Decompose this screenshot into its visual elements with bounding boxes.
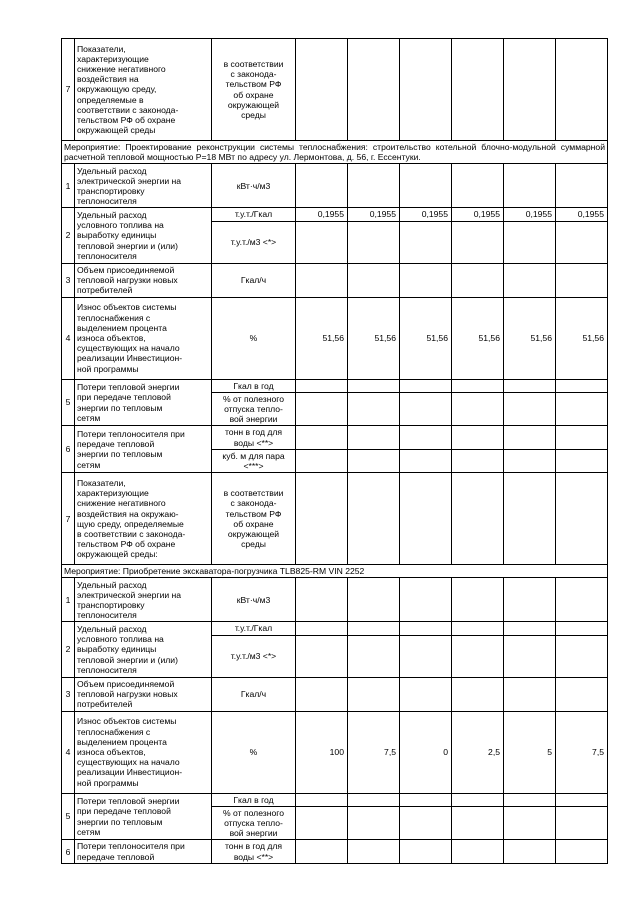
unit-cell-text: Гкал в год [233, 380, 274, 391]
row-number [62, 426, 75, 473]
value-cell [296, 635, 348, 677]
value-cell [296, 263, 348, 297]
value-cell-text: 5 [547, 747, 552, 758]
indicator-name [75, 711, 212, 793]
value-cell [400, 806, 452, 840]
indicator-name [75, 473, 212, 565]
activity-header-row [62, 565, 608, 578]
unit-cell [212, 426, 296, 449]
value-cell [400, 39, 452, 141]
table-row [62, 263, 608, 297]
value-cell [348, 297, 400, 379]
unit-cell-text: % [249, 333, 258, 343]
value-cell [400, 297, 452, 379]
unit-cell [212, 39, 296, 141]
table-row [62, 840, 608, 863]
value-cell [504, 635, 556, 677]
table-row [62, 793, 608, 806]
value-cell-text: 0 [443, 747, 448, 758]
value-cell [452, 635, 504, 677]
value-cell [348, 473, 400, 565]
unit-cell [212, 221, 296, 263]
value-cell [452, 793, 504, 806]
row-number [62, 297, 75, 379]
value-cell [504, 711, 556, 793]
indicator-name-text: Объем присоединяемой тепловой нагрузки новых потребителей [77, 678, 178, 710]
value-cell-text: 0,1955 [525, 209, 552, 220]
value-cell [556, 379, 608, 392]
unit-cell-text: тонн в год для воды <**> [224, 427, 283, 448]
value-cell [556, 793, 608, 806]
unit-cell [212, 164, 296, 208]
unit-cell [212, 840, 296, 863]
value-cell [400, 635, 452, 677]
unit-cell-text: т.у.т./Гкал [234, 623, 273, 634]
activity-title-text: Мероприятие: Приобретение экскаватора-погрузчика TLB825-RM VIN 2252 [64, 566, 365, 577]
value-cell-text: 0,1955 [473, 209, 500, 220]
value-cell [296, 806, 348, 840]
value-cell [452, 449, 504, 472]
value-cell [452, 379, 504, 392]
indicator-name [75, 578, 212, 622]
value-cell-text: 51,56 [374, 333, 396, 343]
table-row [62, 677, 608, 711]
value-cell-text: 51,56 [322, 333, 344, 343]
value-cell [556, 840, 608, 863]
table-row [62, 473, 608, 565]
value-cell [348, 677, 400, 711]
value-cell [348, 221, 400, 263]
row-number-text: 2 [65, 230, 71, 241]
value-cell [296, 426, 348, 449]
value-cell [348, 426, 400, 449]
unit-cell [212, 793, 296, 806]
value-cell [556, 578, 608, 622]
value-cell [296, 297, 348, 379]
table-row [62, 711, 608, 793]
value-cell [504, 473, 556, 565]
unit-cell [212, 473, 296, 565]
row-number-text: 7 [65, 513, 71, 524]
unit-cell [212, 263, 296, 297]
table-row [62, 297, 608, 379]
value-cell-text: 0,1955 [577, 209, 604, 220]
unit-cell [212, 578, 296, 622]
table-row [62, 379, 608, 392]
value-cell [348, 208, 400, 221]
indicator-name [75, 426, 212, 473]
indicator-name-text: Объем присоединяемой тепловой нагрузки новых потребителей [77, 264, 178, 296]
unit-cell [212, 379, 296, 392]
activity-title [62, 565, 608, 578]
value-cell [556, 622, 608, 635]
row-number-text: 1 [65, 180, 71, 191]
value-cell [504, 221, 556, 263]
value-cell [504, 449, 556, 472]
value-cell [348, 711, 400, 793]
row-number [62, 263, 75, 297]
value-cell-text: 51,56 [530, 333, 552, 343]
value-cell [348, 392, 400, 426]
indicator-name [75, 39, 212, 141]
row-number [62, 578, 75, 622]
value-cell [400, 392, 452, 426]
value-cell [296, 449, 348, 472]
indicator-name [75, 263, 212, 297]
unit-cell-text: в соответствии с законода- тельством РФ об охране окружающей среды [223, 488, 284, 550]
indicator-name [75, 622, 212, 677]
value-cell-text: 51,56 [478, 333, 500, 343]
row-number [62, 208, 75, 263]
value-cell [504, 392, 556, 426]
indicator-name-text: Потери тепловой энергии при передаче тепловой энергии по тепловым сетям [77, 796, 180, 837]
value-cell [400, 711, 452, 793]
row-number-text: 4 [65, 333, 71, 343]
indicator-name-text: Удельный расход электрической энергии на транспортировку теплоносителя [77, 579, 182, 621]
table-row [62, 164, 608, 208]
table-row [62, 426, 608, 449]
value-cell [504, 208, 556, 221]
indicator-name [75, 208, 212, 263]
row-number-text: 6 [65, 846, 71, 857]
value-cell [348, 578, 400, 622]
row-number [62, 379, 75, 426]
row-number-text: 7 [65, 84, 71, 95]
unit-cell-text: % от полезного отпуска тепло- вой энергии [223, 807, 284, 839]
value-cell [348, 379, 400, 392]
value-cell [504, 164, 556, 208]
value-cell [296, 677, 348, 711]
value-cell-text: 100 [329, 747, 344, 758]
value-cell [348, 164, 400, 208]
value-cell [556, 297, 608, 379]
indicator-name-text: Удельный расход электрической энергии на транспортировку теплоносителя [77, 165, 182, 207]
value-cell [296, 392, 348, 426]
indicator-name [75, 840, 212, 863]
value-cell [452, 221, 504, 263]
value-cell [296, 793, 348, 806]
unit-cell [212, 208, 296, 221]
row-number [62, 677, 75, 711]
row-number [62, 711, 75, 793]
value-cell [452, 297, 504, 379]
value-cell [452, 578, 504, 622]
value-cell [296, 711, 348, 793]
unit-cell [212, 635, 296, 677]
table-row [62, 622, 608, 635]
value-cell-text: 7,5 [592, 747, 604, 758]
unit-cell [212, 677, 296, 711]
value-cell [504, 793, 556, 806]
activity-header-row [62, 141, 608, 164]
value-cell [400, 677, 452, 711]
table-body [62, 39, 608, 864]
unit-cell-text: т.у.т./м3 <*> [230, 651, 277, 662]
unit-cell-text: кВт·ч/м3 [236, 594, 271, 605]
value-cell [504, 39, 556, 141]
unit-cell [212, 622, 296, 635]
value-cell [452, 622, 504, 635]
unit-cell [212, 297, 296, 379]
indicators-table [61, 38, 608, 864]
indicator-name-text: Потери тепловой энергии при передаче тепловой энергии по тепловым сетям [77, 382, 180, 423]
indicator-name [75, 379, 212, 426]
value-cell-text: 51,56 [582, 333, 604, 343]
row-number [62, 164, 75, 208]
indicator-name-text: Показатели, характеризующие снижение негативного воздействия на окружающую среду, определяемые в соответствии с законода- тельством РФ об охране окружающей среды [77, 43, 179, 136]
indicator-name-text: Износ объектов системы теплоснабжения с выделением процента износа объектов, существующих на начало реализации Инвестицион- ной программы [77, 716, 183, 788]
value-cell [296, 379, 348, 392]
row-number-text: 5 [65, 811, 71, 822]
value-cell [504, 806, 556, 840]
value-cell [556, 677, 608, 711]
table-row [62, 208, 608, 221]
value-cell [556, 449, 608, 472]
value-cell-text: 2,5 [488, 747, 500, 758]
row-number-text: 2 [65, 644, 71, 655]
value-cell [400, 840, 452, 863]
value-cell [556, 806, 608, 840]
value-cell [452, 473, 504, 565]
value-cell [556, 473, 608, 565]
unit-cell-text: куб. м для пара <***> [222, 450, 285, 472]
row-number [62, 39, 75, 141]
indicator-name-text: Потери теплоносителя при передаче тепловой [77, 841, 185, 862]
value-cell [556, 221, 608, 263]
value-cell [556, 635, 608, 677]
value-cell [556, 39, 608, 141]
row-number-text: 1 [65, 594, 71, 605]
value-cell [400, 622, 452, 635]
value-cell [556, 711, 608, 793]
unit-cell [212, 449, 296, 472]
value-cell [504, 677, 556, 711]
value-cell [452, 806, 504, 840]
value-cell [400, 208, 452, 221]
value-cell [296, 840, 348, 863]
unit-cell-text: т.у.т./Гкал [234, 209, 273, 220]
value-cell [504, 297, 556, 379]
value-cell [348, 449, 400, 472]
activity-title-text: Мероприятие: Проектирование реконструкции системы теплоснабжения: строительство котельной блочно-модульной суммарной расчетной тепловой мощностью Р=18 МВт по адресу ул. Лермонтова, д. 56, г. Ессентуки. [64, 142, 605, 163]
value-cell [556, 208, 608, 221]
value-cell [504, 578, 556, 622]
value-cell [504, 263, 556, 297]
value-cell [348, 793, 400, 806]
value-cell [504, 622, 556, 635]
value-cell [296, 622, 348, 635]
row-number-text: 4 [65, 747, 71, 758]
value-cell-text: 0,1955 [317, 209, 344, 220]
value-cell [452, 426, 504, 449]
value-cell [452, 677, 504, 711]
unit-cell-text: в соответствии с законода- тельством РФ об охране окружающей среды [223, 58, 284, 120]
unit-cell [212, 711, 296, 793]
unit-cell [212, 392, 296, 426]
value-cell [296, 578, 348, 622]
value-cell [348, 622, 400, 635]
value-cell [452, 39, 504, 141]
value-cell [400, 263, 452, 297]
unit-cell [212, 806, 296, 840]
value-cell [296, 164, 348, 208]
value-cell [452, 164, 504, 208]
indicator-name-text: Удельный расход условного топлива на выработку единицы тепловой энергии и (или) теплоносителя [77, 624, 178, 675]
value-cell [296, 473, 348, 565]
row-number [62, 793, 75, 840]
value-cell [348, 635, 400, 677]
value-cell [348, 806, 400, 840]
value-cell [452, 711, 504, 793]
value-cell [400, 793, 452, 806]
indicator-name-text: Удельный расход условного топлива на выработку единицы тепловой энергии и (или) теплоносителя [77, 210, 178, 261]
indicator-name [75, 677, 212, 711]
value-cell [400, 164, 452, 208]
value-cell [296, 39, 348, 141]
row-number-text: 5 [65, 397, 71, 408]
indicator-name [75, 297, 212, 379]
value-cell [504, 426, 556, 449]
unit-cell-text: % от полезного отпуска тепло- вой энергии [223, 393, 284, 425]
value-cell [400, 578, 452, 622]
unit-cell-text: т.у.т./м3 <*> [230, 237, 277, 247]
activity-title [62, 141, 608, 164]
value-cell [400, 221, 452, 263]
unit-cell-text: Гкал/ч [240, 689, 267, 700]
value-cell [400, 449, 452, 472]
value-cell [556, 392, 608, 426]
unit-cell-text: тонн в год для воды <**> [224, 841, 283, 862]
value-cell [400, 379, 452, 392]
value-cell-text: 51,56 [426, 333, 448, 343]
value-cell [400, 473, 452, 565]
value-cell [556, 426, 608, 449]
value-cell [504, 840, 556, 863]
value-cell [504, 379, 556, 392]
indicator-name-text: Потери теплоносителя при передаче тепловой энергии по тепловым сетям [77, 428, 185, 470]
row-number [62, 473, 75, 565]
value-cell [452, 208, 504, 221]
indicator-name-text: Износ объектов системы теплоснабжения с выделением процента износа объектов, существующих на начало реализации Инвестицион- ной программы [77, 302, 183, 374]
indicator-name [75, 164, 212, 208]
row-number-text: 3 [65, 275, 71, 285]
unit-cell-text: Гкал/ч [240, 275, 267, 285]
indicator-name-text: Показатели, характеризующие снижение негативного воздействия на окружаю- щую среду, определяемые в соответствии с законода- тельством РФ об охране окружающей среды: [77, 477, 186, 560]
value-cell [556, 164, 608, 208]
table-row [62, 39, 608, 141]
value-cell [452, 392, 504, 426]
value-cell [556, 263, 608, 297]
value-cell [348, 263, 400, 297]
row-number [62, 840, 75, 863]
value-cell [452, 263, 504, 297]
unit-cell-text: кВт·ч/м3 [236, 180, 271, 191]
value-cell-text: 0,1955 [421, 209, 448, 220]
value-cell-text: 0,1955 [369, 209, 396, 220]
value-cell [348, 840, 400, 863]
unit-cell-text: % [249, 747, 258, 758]
value-cell [296, 221, 348, 263]
unit-cell-text: Гкал в год [233, 794, 274, 805]
indicator-name [75, 793, 212, 840]
row-number-text: 3 [65, 689, 71, 700]
value-cell-text: 7,5 [384, 747, 396, 758]
value-cell [348, 39, 400, 141]
row-number [62, 622, 75, 677]
value-cell [296, 208, 348, 221]
value-cell [400, 426, 452, 449]
value-cell [452, 840, 504, 863]
table-row [62, 578, 608, 622]
row-number-text: 6 [65, 444, 71, 455]
